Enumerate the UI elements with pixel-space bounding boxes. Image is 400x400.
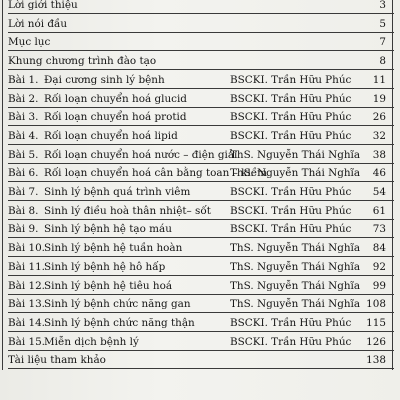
toc-entry: [8, 127, 178, 145]
toc-row: [8, 71, 394, 89]
toc-row: [8, 127, 394, 145]
entry-author: BSCKI. Trần Hữu Phúc: [230, 316, 352, 329]
entry-page-number: 126: [366, 335, 386, 348]
entry-title: Sinh lý bệnh quá trình viêm: [44, 186, 191, 198]
toc-entry: [8, 0, 78, 14]
entry-page-number: 92: [372, 260, 386, 273]
entry-author: BSCKI. Trần Hữu Phúc: [230, 129, 352, 142]
toc-entry: [8, 295, 191, 313]
lesson-number: Bài 13.: [8, 298, 45, 311]
toc-entry: [8, 15, 67, 33]
entry-author: BSCKI. Trần Hữu Phúc: [230, 111, 352, 124]
toc-entry: [8, 90, 187, 108]
lesson-number: Bài 7.: [8, 186, 39, 198]
toc-entry: [8, 71, 165, 89]
toc-row: [8, 52, 394, 70]
entry-page-number: 54: [372, 186, 386, 198]
entry-author: ThS. Nguyễn Thái Nghĩa: [230, 148, 361, 161]
entry-author: BSCKI. Trần Hữu Phúc: [230, 335, 352, 348]
toc-row: [8, 220, 394, 238]
entry-author: ThS. Nguyễn Thái Nghĩa: [230, 298, 361, 311]
table-left-border: [2, 0, 3, 370]
entry-title: Khung chương trình đào tạo: [8, 55, 157, 68]
entry-title: Tài liệu tham khảo: [8, 354, 106, 367]
entry-author: BSCKI. Trần Hữu Phúc: [230, 186, 352, 198]
entry-page-number: 38: [372, 148, 386, 161]
entry-title: Rối loạn chuyển hoá cân bằng toan – kiềm: [44, 167, 267, 180]
toc-entry: [8, 202, 211, 220]
entry-page-number: 3: [379, 0, 386, 11]
entry-title: Rối loạn chuyển hoá lipid: [44, 129, 178, 142]
entry-title: Đại cương sinh lý bệnh: [44, 73, 165, 86]
entry-author: ThS. Nguyễn Thái Nghĩa: [230, 167, 361, 180]
toc-row: [8, 258, 394, 276]
toc-entry: [8, 277, 172, 295]
entry-page-number: 138: [366, 354, 386, 367]
toc-row: [8, 239, 394, 257]
entry-page-number: 19: [372, 92, 386, 105]
entry-page-number: 46: [372, 167, 386, 180]
entry-title: Lời nói đầu: [8, 17, 68, 30]
lesson-number: Bài 5.: [8, 148, 39, 161]
toc-entry: [8, 258, 165, 276]
entry-title: Miễn dịch bệnh lý: [44, 335, 139, 348]
toc-entry: [8, 220, 172, 238]
toc-row: [8, 146, 394, 164]
toc-entry: [8, 239, 182, 257]
toc-row: [8, 164, 394, 182]
entry-title: Mục lục: [8, 36, 51, 49]
entry-title: Lời giới thiệu: [8, 0, 78, 11]
toc-entry: [8, 108, 187, 126]
entry-author: ThS. Nguyễn Thái Nghĩa: [230, 242, 361, 255]
toc-entry: [8, 33, 50, 51]
entry-page-number: 7: [379, 36, 386, 49]
toc-entry: [8, 164, 267, 182]
lesson-number: Bài 15.: [8, 335, 45, 348]
entry-author: BSCKI. Trần Hữu Phúc: [230, 223, 352, 236]
lesson-number: Bài 3.: [8, 111, 39, 124]
entry-title: Sinh lý điều hoà thân nhiệt– sốt: [44, 204, 211, 217]
entry-title: Sinh lý bệnh chức năng gan: [44, 298, 191, 311]
entry-page-number: 26: [372, 111, 386, 124]
entry-author: ThS. Nguyễn Thái Nghĩa: [230, 279, 361, 292]
toc-row: [8, 183, 394, 201]
entry-page-number: 115: [366, 316, 386, 329]
lesson-number: Bài 14.: [8, 316, 45, 329]
lesson-number: Bài 9.: [8, 223, 39, 236]
entry-title: Sinh lý bệnh hệ tạo máu: [44, 223, 172, 236]
lesson-number: Bài 1.: [8, 73, 39, 86]
toc-entry: [8, 183, 190, 201]
entry-author: BSCKI. Trần Hữu Phúc: [230, 73, 352, 86]
entry-page-number: 8: [379, 55, 386, 68]
entry-title: Sinh lý bệnh hệ hô hấp: [44, 260, 166, 273]
entry-author: BSCKI. Trần Hữu Phúc: [230, 92, 352, 105]
bleed-through-text: [30, 330, 390, 400]
toc-row: [8, 0, 394, 14]
entry-title: Rối loạn chuyển hoá glucid: [44, 92, 187, 105]
entry-title: Rối loạn chuyển hoá nước – điện giải: [44, 148, 238, 161]
entry-page-number: 32: [372, 129, 386, 142]
toc-row: [8, 108, 394, 126]
entry-title: Sinh lý bệnh chức năng thận: [44, 316, 195, 329]
entry-page-number: 99: [372, 279, 386, 292]
entry-page-number: 5: [379, 17, 386, 30]
lesson-number: Bài 2.: [8, 92, 39, 105]
toc-row: [8, 33, 394, 51]
toc-row: [8, 295, 394, 313]
entry-page-number: 73: [372, 223, 386, 236]
entry-author: ThS. Nguyễn Thái Nghĩa: [230, 260, 361, 273]
entry-page-number: 61: [372, 204, 386, 217]
entry-title: Sinh lý bệnh hệ tiêu hoá: [44, 279, 173, 292]
toc-row: [8, 202, 394, 220]
entry-author: BSCKI. Trần Hữu Phúc: [230, 204, 352, 217]
lesson-number: Bài 11.: [8, 260, 45, 273]
toc-row: [8, 15, 394, 33]
toc-row: [8, 277, 394, 295]
table-right-border: [392, 0, 393, 370]
toc-row: [8, 90, 394, 108]
entry-page-number: 84: [372, 242, 386, 255]
lesson-number: Bài 8.: [8, 204, 39, 217]
lesson-number: Bài 10.: [8, 242, 45, 255]
entry-page-number: 108: [366, 298, 386, 311]
entry-page-number: 11: [372, 73, 386, 86]
toc-entry: [8, 146, 237, 164]
lesson-number: Bài 6.: [8, 167, 39, 180]
entry-title: Rối loạn chuyển hoá protid: [44, 111, 187, 124]
toc-entry: [8, 52, 156, 70]
lesson-number: Bài 4.: [8, 129, 39, 142]
entry-title: Sinh lý bệnh hệ tuần hoàn: [44, 242, 183, 255]
lesson-number: Bài 12.: [8, 279, 45, 292]
